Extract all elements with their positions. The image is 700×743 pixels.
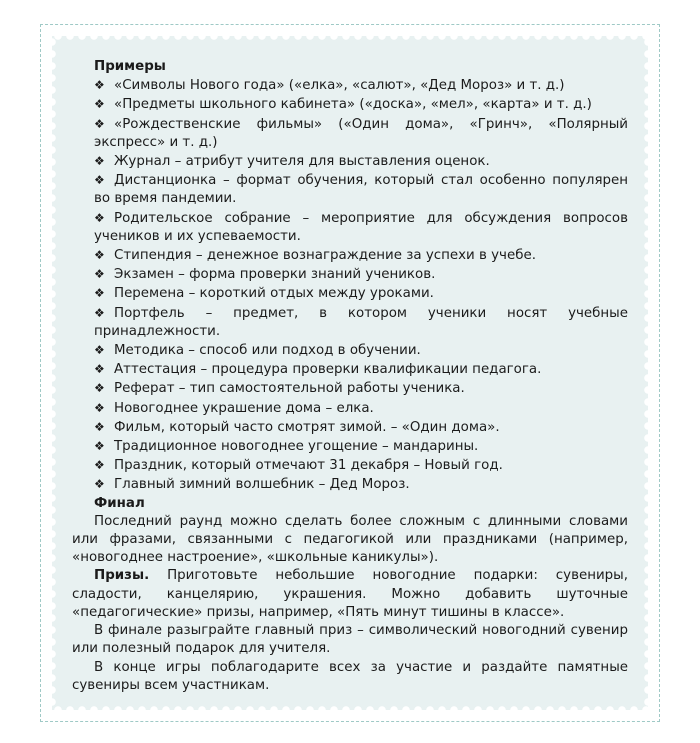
prizes-label: Призы. [94, 568, 150, 584]
bullet-diamond-icon: ❖ [94, 286, 105, 301]
example-text: «Символы Нового года» («елка», «салют», «Дед Мороз» и т. д.) [114, 78, 565, 94]
bullet-diamond-icon: ❖ [94, 97, 105, 112]
bullet-diamond-icon: ❖ [94, 381, 105, 396]
example-text: Дистанционка – формат обучения, который стал особенно популярен во время пандемии. [94, 173, 628, 207]
bullet-diamond-icon: ❖ [94, 78, 105, 93]
bullet-diamond-icon: ❖ [94, 477, 105, 492]
example-item [72, 341, 628, 360]
examples-list [72, 76, 628, 494]
example-text: Реферат – тип самостоятельной работы ученика. [114, 381, 465, 397]
final-heading: Финал [94, 495, 145, 511]
example-text: Фильм, который часто смотрят зимой. – «Один дома». [114, 419, 500, 435]
bullet-diamond-icon: ❖ [94, 154, 105, 169]
example-item [72, 475, 628, 494]
card-edge-left [46, 36, 58, 710]
example-item [72, 437, 628, 456]
example-text: Главный зимний волшебник – Дед Мороз. [114, 477, 410, 493]
example-item [72, 171, 628, 208]
example-item [72, 456, 628, 475]
example-text: Портфель – предмет, в котором ученики носят учебные принадлежности. [94, 305, 628, 339]
example-item [72, 265, 628, 284]
bullet-diamond-icon: ❖ [94, 419, 105, 434]
examples-heading: Примеры [94, 59, 166, 74]
bullet-diamond-icon: ❖ [94, 400, 105, 415]
prizes-paragraph [72, 567, 628, 622]
card-edge-right [642, 36, 654, 710]
example-item [72, 246, 628, 265]
example-item [72, 379, 628, 398]
bullet-diamond-icon: ❖ [94, 173, 105, 188]
example-item [72, 115, 628, 152]
example-text: Родительское собрание – мероприятие для обсуждения вопросов учеников и их успеваемости. [94, 210, 628, 244]
bullet-diamond-icon: ❖ [94, 248, 105, 263]
example-text: Журнал – атрибут учителя для выставления оценок. [114, 154, 490, 170]
example-text: Праздник, который отмечают 31 декабря – Новый год. [114, 458, 503, 474]
content [72, 58, 628, 695]
bullet-diamond-icon: ❖ [94, 210, 105, 225]
example-item [72, 399, 628, 418]
prizes-text: Приготовьте небольшие новогодние подарки: сувениры, сладости, канцелярию, украшения. Можно добавить шуточные «педагогические» призы, например, «Пять минут тишины в классе». [72, 568, 628, 620]
final-paragraph: Последний раунд можно сделать более сложным с длинными словами или фразами, связанными с педагогикой или праздниками (например, «новогоднее настроение», «школьные каникулы»). [72, 513, 628, 566]
example-text: Традиционное новогоднее угощение – мандарины. [114, 439, 479, 455]
example-item [72, 209, 628, 246]
final-prize-paragraph: В финале разыграйте главный приз – символический новогодний сувенир или полезный подарок для учителя. [72, 623, 628, 657]
example-text: «Рождественские фильмы» («Один дома», «Гринч», «Полярный экспресс» и т. д.) [94, 116, 628, 150]
example-text: Стипендия – денежное вознаграждение за успехи в учебе. [114, 248, 536, 264]
example-item [72, 418, 628, 437]
example-text: Экзамен – форма проверки знаний учеников. [114, 267, 436, 283]
bullet-diamond-icon: ❖ [94, 116, 105, 131]
example-text: «Предметы школьного кабинета» («доска», «мел», «карта» и т. д.) [114, 97, 592, 113]
example-text: Аттестация – процедура проверки квалификации педагога. [114, 362, 542, 378]
bullet-diamond-icon: ❖ [94, 343, 105, 358]
example-text: Новогоднее украшение дома – елка. [114, 400, 374, 416]
example-item [72, 360, 628, 379]
example-item [72, 284, 628, 303]
closing-paragraph: В конце игры поблагодарите всех за участие и раздайте памятные сувениры всем участникам. [72, 659, 628, 693]
bullet-diamond-icon: ❖ [94, 305, 105, 320]
example-item [72, 304, 628, 341]
example-item [72, 76, 628, 95]
bullet-diamond-icon: ❖ [94, 439, 105, 454]
example-text: Перемена – короткий отдых между уроками. [114, 286, 434, 302]
bullet-diamond-icon: ❖ [94, 267, 105, 282]
bullet-diamond-icon: ❖ [94, 362, 105, 377]
example-item [72, 152, 628, 171]
example-item [72, 95, 628, 114]
bullet-diamond-icon: ❖ [94, 458, 105, 473]
example-text: Методика – способ или подход в обучении. [114, 343, 421, 359]
